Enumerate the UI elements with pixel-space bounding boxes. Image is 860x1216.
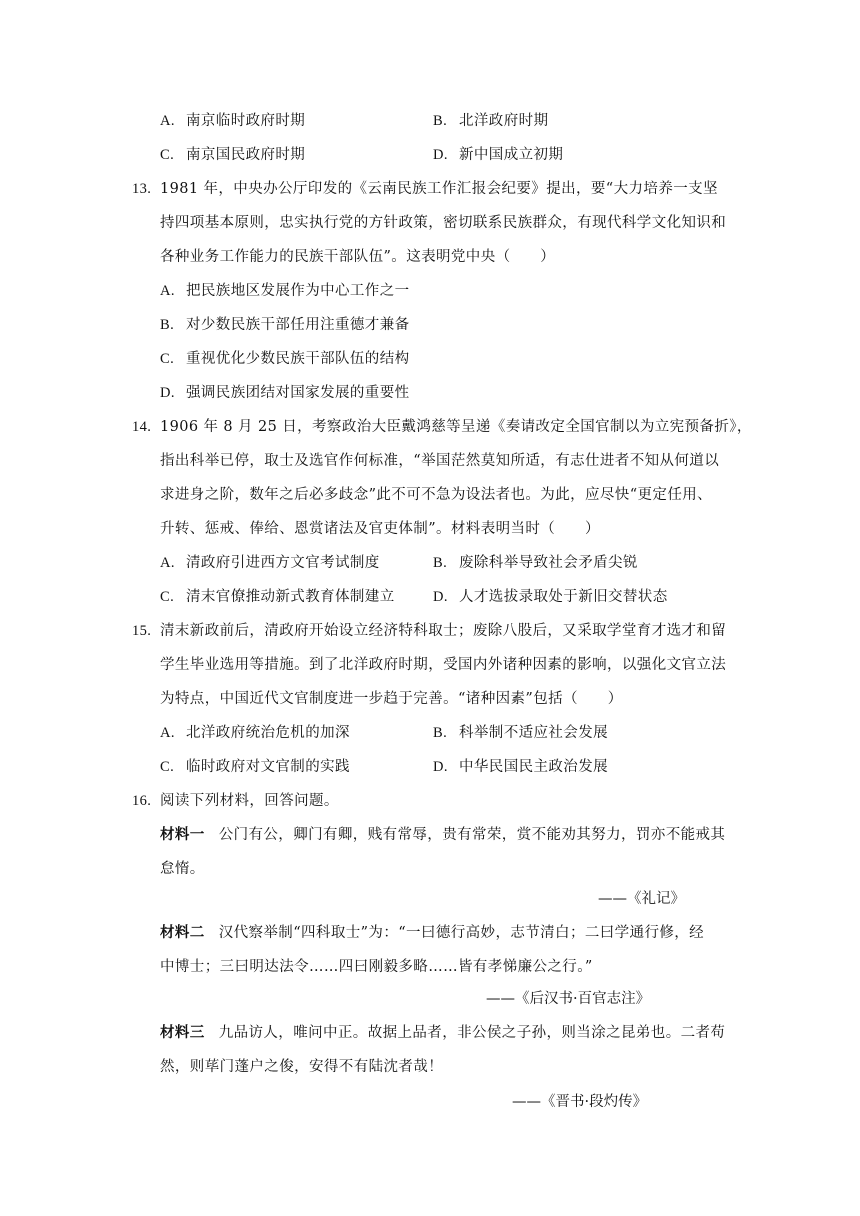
option-text: 科举制不适应社会发展 [459, 725, 608, 741]
q13-option-d [160, 383, 410, 403]
option-label: A. [160, 113, 175, 129]
option-label: A. [160, 283, 175, 299]
option-text: 废除科举导致社会矛盾尖锐 [459, 555, 638, 571]
option-label: B. [433, 555, 448, 571]
q14-stem-line-1 [132, 417, 752, 437]
question-number: 15. [132, 623, 152, 639]
question-number: 14. [132, 419, 152, 435]
option-label: C. [160, 759, 175, 775]
q12-option-a [160, 111, 305, 131]
option-label: B. [160, 317, 175, 333]
option-text: 清末官僚推动新式教育体制建立 [186, 589, 395, 605]
option-text: 南京临时政府时期 [186, 113, 306, 129]
q13-option-a [160, 281, 410, 301]
material-text: 汉代察举制“四科取士”为：“一曰德行高妙，志节清白；二曰学通行修，经 [218, 925, 705, 941]
q14-stem-line-2: 指出科举已停，取士及选官作何标准，“举国茫然莫知所适，有志仕进者不知从何道以 [160, 453, 720, 469]
option-label: D. [433, 759, 448, 775]
q15-option-b [433, 723, 608, 743]
material-text: 九品访人，唯问中正。故据上品者，非公侯之子孙，则当涂之昆弟也。二者苟 [218, 1025, 726, 1041]
option-label: B. [433, 725, 448, 741]
option-text: 强调民族团结对国家发展的重要性 [186, 385, 410, 401]
q14-option-b [433, 553, 638, 573]
material-text: 公门有公，卿门有卿，贱有常辱，贵有常荣，赏不能劝其努力，罚亦不能戒其 [218, 827, 726, 843]
option-text: 对少数民族干部任用注重德才兼备 [186, 317, 410, 333]
q15-stem-line-2: 学生毕业选用等措施。到了北洋政府时期，受国内外诸种因素的影响，以强化文官立法 [160, 657, 727, 673]
material-1-line-1 [160, 825, 725, 845]
material-label: 材料二 [160, 924, 205, 941]
option-label: C. [160, 147, 175, 163]
option-label: A. [160, 725, 175, 741]
q15-option-a [160, 723, 350, 743]
q15-option-d [433, 757, 608, 777]
material-3-source: ——《晋书·段灼传》 [512, 1094, 648, 1110]
material-2-line-1 [160, 923, 704, 943]
q13-stem-line-3: 各种业务工作能力的民族干部队伍”。这表明党中央（ ） [160, 249, 556, 265]
option-text: 南京国民政府时期 [186, 147, 306, 163]
material-1-source: ——《礼记》 [598, 891, 685, 907]
q13-stem-line-1 [132, 179, 718, 199]
q12-option-b [433, 111, 548, 131]
q13-stem-line-2: 持四项基本原则，忠实执行党的方针政策，密切联系民族群众，有现代科学文化知识和 [160, 215, 727, 231]
option-text: 中华民国民主政治发展 [459, 759, 608, 775]
option-text: 北洋政府时期 [459, 113, 549, 129]
q14-option-c [160, 587, 395, 607]
material-3-line-1 [160, 1023, 725, 1043]
stem-text: 1906 年 8 月 25 日，考察政治大臣戴鸿慈等呈递《奏请改定全国官制以为立宪预备折》， [160, 419, 752, 435]
option-label: D. [433, 147, 448, 163]
q13-option-c [160, 349, 410, 369]
material-label: 材料一 [160, 826, 205, 843]
q14-stem-line-4: 升转、惩戒、俸给、恩赏诸法及官吏体制”。材料表明当时（ ） [160, 521, 600, 537]
q15-stem-line-1 [132, 621, 726, 641]
option-label: D. [160, 385, 175, 401]
material-1-line-2: 怠惰。 [160, 861, 205, 877]
material-2-line-2: 中博士；三曰明达法令……四曰刚毅多略……皆有孝悌廉公之行。” [160, 959, 593, 975]
option-text: 把民族地区发展作为中心工作之一 [186, 283, 410, 299]
option-label: A. [160, 555, 175, 571]
q12-option-d [433, 145, 563, 165]
question-number: 16. [132, 793, 152, 809]
option-label: C. [160, 589, 175, 605]
q15-stem-line-3: 为特点，中国近代文官制度进一步趋于完善。“诸种因素”包括（ ） [160, 691, 623, 707]
q14-stem-line-3: 求进身之阶，数年之后必多歧念”此不可不急为设法者也。为此，应尽快“更定任用、 [160, 487, 713, 503]
question-number: 13. [132, 181, 152, 197]
q16-stem [132, 791, 339, 811]
material-3-line-2: 然，则荜门蓬户之俊，安得不有陆沈者哉！ [160, 1059, 444, 1075]
option-text: 新中国成立初期 [459, 147, 564, 163]
option-text: 重视优化少数民族干部队伍的结构 [186, 351, 410, 367]
q13-option-b [160, 315, 410, 335]
material-2-source: ——《后汉书·百官志注》 [486, 991, 651, 1007]
q14-option-a [160, 553, 380, 573]
option-label: D. [433, 589, 448, 605]
option-label: B. [433, 113, 448, 129]
stem-text: 阅读下列材料，回答问题。 [160, 793, 339, 809]
q15-option-c [160, 757, 350, 777]
stem-text: 清末新政前后，清政府开始设立经济特科取士；废除八股后，又采取学堂育才选才和留 [160, 623, 727, 639]
q14-option-d [433, 587, 668, 607]
stem-text: 1981 年，中央办公厅印发的《云南民族工作汇报会纪要》提出，要“大力培养一支坚 [160, 181, 718, 197]
option-text: 人才选拔录取处于新旧交替状态 [459, 589, 668, 605]
option-text: 临时政府对文官制的实践 [186, 759, 350, 775]
q12-option-c [160, 145, 305, 165]
material-label: 材料三 [160, 1024, 205, 1041]
option-text: 北洋政府统治危机的加深 [186, 725, 350, 741]
option-text: 清政府引进西方文官考试制度 [186, 555, 380, 571]
option-label: C. [160, 351, 175, 367]
